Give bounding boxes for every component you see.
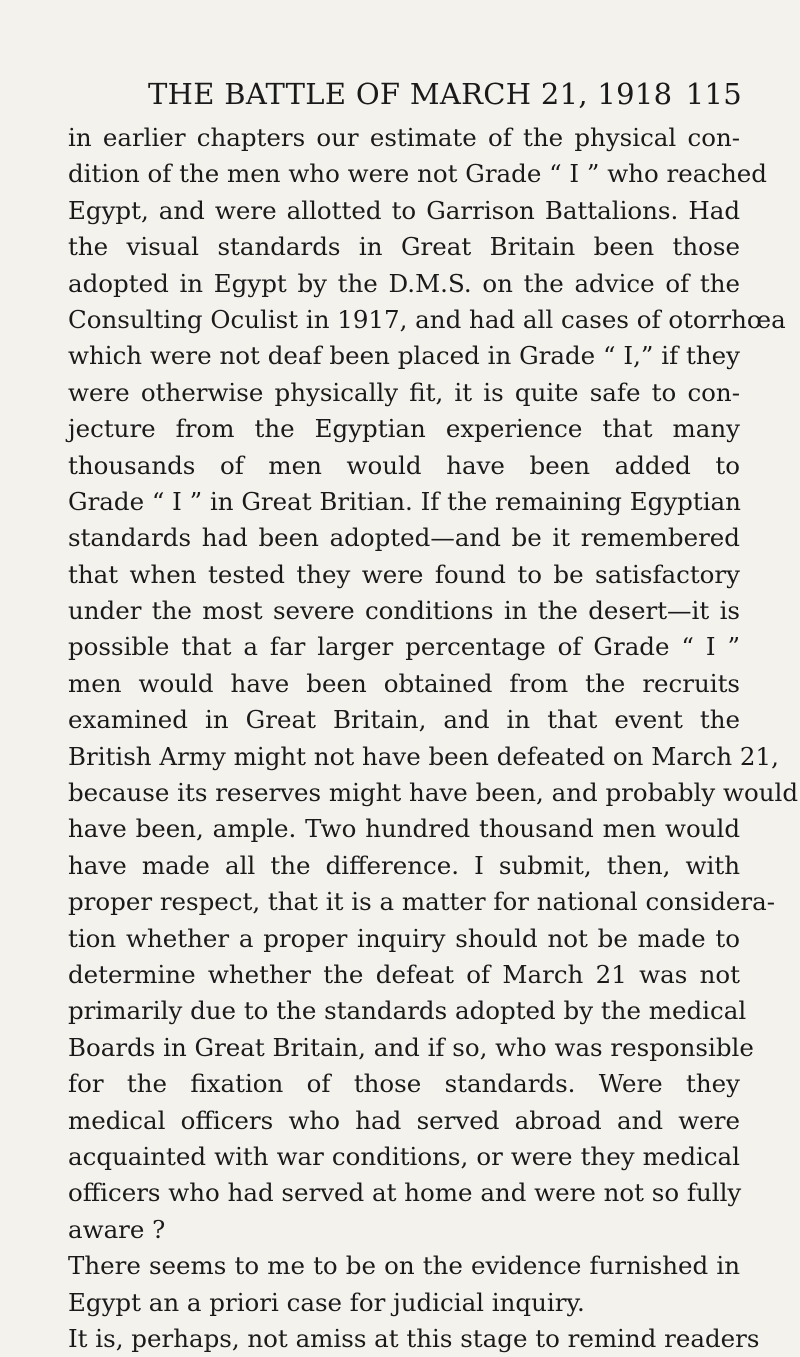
- text-line: Boards in Great Britain, and if so, who was responsible: [68, 1032, 754, 1062]
- text-line: medical officers who had served abroad and were: [68, 1105, 740, 1135]
- text-line: under the most severe conditions in the desert—it is: [68, 596, 740, 626]
- text-line: Egypt an a priori case for judicial inquiry.: [68, 1287, 585, 1317]
- text-line: proper respect, that it is a matter for national considera-: [68, 887, 775, 917]
- body-text: [68, 120, 799, 1357]
- text-line: officers who had served at home and were not so fully: [68, 1178, 742, 1208]
- text-line: have been, ample. Two hundred thousand men would: [68, 814, 740, 844]
- text-line: Egypt, and were allotted to Garrison Battalions. Had: [68, 195, 740, 225]
- text-line: tion whether a proper inquiry should not be made to: [68, 923, 740, 953]
- text-line: jecture from the Egyptian experience that many: [68, 414, 740, 444]
- text-line: dition of the men who were not Grade “ I ” who reached: [68, 159, 767, 189]
- text-line: Consulting Oculist in 1917, and had all cases of otorrhœa: [68, 304, 786, 334]
- text-line: men would have been obtained from the recruits: [68, 668, 740, 698]
- running-head: [148, 74, 742, 114]
- text-line: the visual standards in Great Britain been those: [68, 232, 740, 262]
- text-line: in earlier chapters our estimate of the physical con-: [68, 123, 740, 152]
- text-line: that when tested they were found to be satisfactory: [68, 559, 740, 589]
- text-line: were otherwise physically fit, it is quite safe to con-: [68, 377, 740, 407]
- text-line: possible that a far larger percentage of Grade “ I ”: [68, 632, 740, 662]
- text-line: primarily due to the standards adopted by the medical: [68, 996, 747, 1026]
- text-line: because its reserves might have been, and probably would: [68, 778, 799, 808]
- text-line: for the fixation of those standards. Were they: [68, 1069, 740, 1099]
- text-line: determine whether the defeat of March 21 was not: [68, 959, 740, 989]
- text-line: It is, perhaps, not amiss at this stage to remind readers: [68, 1323, 760, 1353]
- text-line: aware ?: [68, 1214, 166, 1244]
- text-line: adopted in Egypt by the D.M.S. on the advice of the: [68, 268, 740, 298]
- text-line: have made all the difference. I submit, then, with: [68, 850, 740, 880]
- text-line: standards had been adopted—and be it remembered: [68, 523, 740, 553]
- running-title: THE BATTLE OF MARCH 21, 1918: [148, 77, 673, 111]
- page-number: 115: [685, 77, 742, 111]
- text-line: examined in Great Britain, and in that event the: [68, 705, 740, 735]
- text-line: thousands of men would have been added to: [68, 450, 740, 480]
- text-line: There seems to me to be on the evidence furnished in: [68, 1251, 740, 1281]
- text-line: which were not deaf been placed in Grade “ I,” if they: [68, 341, 740, 371]
- text-line: Grade “ I ” in Great Britian. If the remaining Egyptian: [68, 486, 741, 516]
- text-line: British Army might not have been defeated on March 21,: [68, 741, 779, 771]
- text-line: acquainted with war conditions, or were they medical: [68, 1141, 740, 1171]
